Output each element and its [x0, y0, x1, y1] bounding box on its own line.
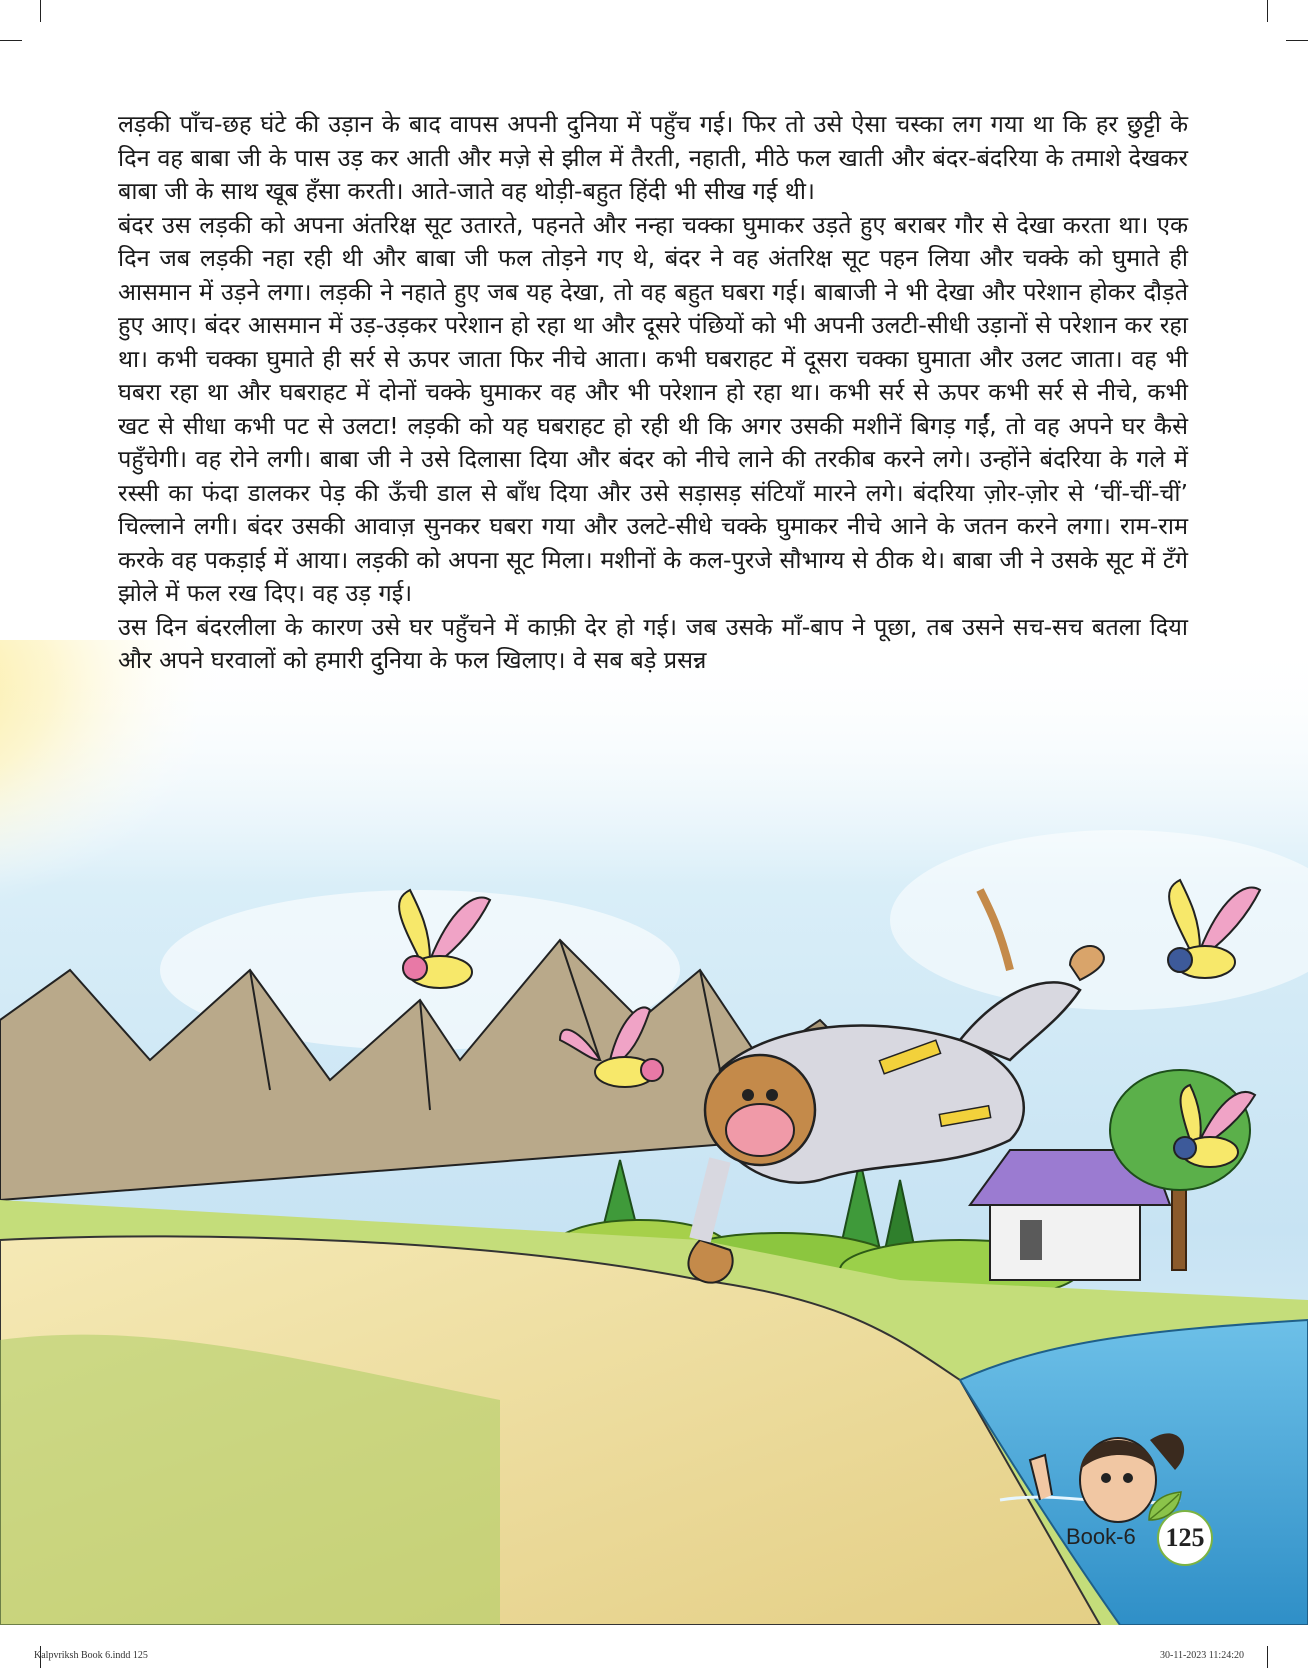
crop-mark-bottom-right-v	[1267, 1646, 1268, 1668]
book-label: Book-6	[1066, 1524, 1136, 1549]
crop-mark-top-left-v	[40, 0, 41, 22]
paragraph-2: बंदर उस लड़की को अपना अंतरिक्ष सूट उतारते, पहनते और नन्हा चक्का घुमाकर उड़ते हुए बराबर गौर से देखा करता था। एक दिन जब लड़की नहा रही थी और बाबा जी फल तोड़ने गए थे, बंदर ने वह अंतरिक्ष सूट पहन लिया और चक्के को घुमाते ही आसमान में उड़ने लगा। लड़की ने नहाते हुए जब यह देखा, तो वह बहुत घबरा गई। बाबाजी ने भी देखा और परेशान होकर दौड़ते हुए आए। बंदर आसमान में उड़-उड़कर परेशान हो रहा था और दूसरे पंछियों को भी अपनी उलटी-सीधी उड़ानों से परेशान कर रहा था। कभी चक्का घुमाते ही सर्र से ऊपर जाता फिर नीचे आता। कभी घबराहट में दूसरा चक्का घुमाता और उलट जाता। वह भी घबरा रहा था और घबराहट में दोनों चक्के घुमाकर वह और भी परेशान हो रहा था। कभी सर्र से ऊपर कभी सर्र से नीचे, कभी खट से सीधा कभी पट से उलटा! लड़की को यह घबराहट हो रही थी कि अगर उसकी मशीनें बिगड़ गईं, तो वह अपने घर कैसे पहुँचेगी। वह रोने लगी। बाबा जी ने उसे दिलासा दिया और बंदर को नीचे लाने की तरकीब करने लगे। उन्होंने बंदरिया के गले में रस्सी का फंदा डालकर पेड़ की ऊँची डाल से बाँध दिया और उसे सड़ासड़ संटियाँ मारने लगे। बंदरिया ज़ोर-ज़ोर से ‘चीं-चीं-चीं’ चिल्लाने लगी। बंदर उसकी आवाज़ सुनकर घबरा गया और उलटे-सीधे चक्के घुमाकर नीचे आने के जतन करने लगा। राम-राम करके वह पकड़ाई में आया। लड़की को अपना सूट मिला। मशीनों के कल-पुरजे सौभाग्य से ठीक थे। बाबा जी ने उसके सूट में टँगे झोले में फल रख दिए। वह उड़ गई।	[118, 210, 1188, 607]
paragraph-3: उस दिन बंदरलीला के कारण उसे घर पहुँचने में काफ़ी देर हो गई। जब उसके माँ-बाप ने पूछा, तब उसने सच-सच बतला दिया और अपने घरवालों को हमारी दुनिया के फल खिलाए। वे सब बड़े प्रसन्न	[118, 612, 1188, 674]
crop-mark-top-right-v	[1267, 0, 1268, 22]
story-illustration	[0, 640, 1308, 1625]
print-file-info: Kalpvriksh Book 6.indd 125	[34, 1650, 148, 1661]
crop-mark-top-left-h	[0, 40, 22, 41]
paragraph-1: लड़की पाँच-छह घंटे की उड़ान के बाद वापस अपनी दुनिया में पहुँच गई। फिर तो उसे ऐसा चस्का लग गया था कि हर छुट्टी के दिन वह बाबा जी के पास उड़ कर आती और मज़े से झील में तैरती, नहाती, मीठे फल खाती और बंदर-बंदरिया के तमाशे देखकर बाबा जी के साथ खूब हँसा करती। आते-जाते वह थोड़ी-बहुत हिंदी भी सीख गई थी।	[118, 110, 1188, 205]
story-text	[118, 108, 1188, 678]
crop-mark-top-right-h	[1286, 40, 1308, 41]
leaf-icon	[1145, 1490, 1185, 1524]
print-timestamp: 30-11-2023 11:24:20	[1160, 1650, 1244, 1661]
page-number: 125	[1165, 1523, 1205, 1552]
